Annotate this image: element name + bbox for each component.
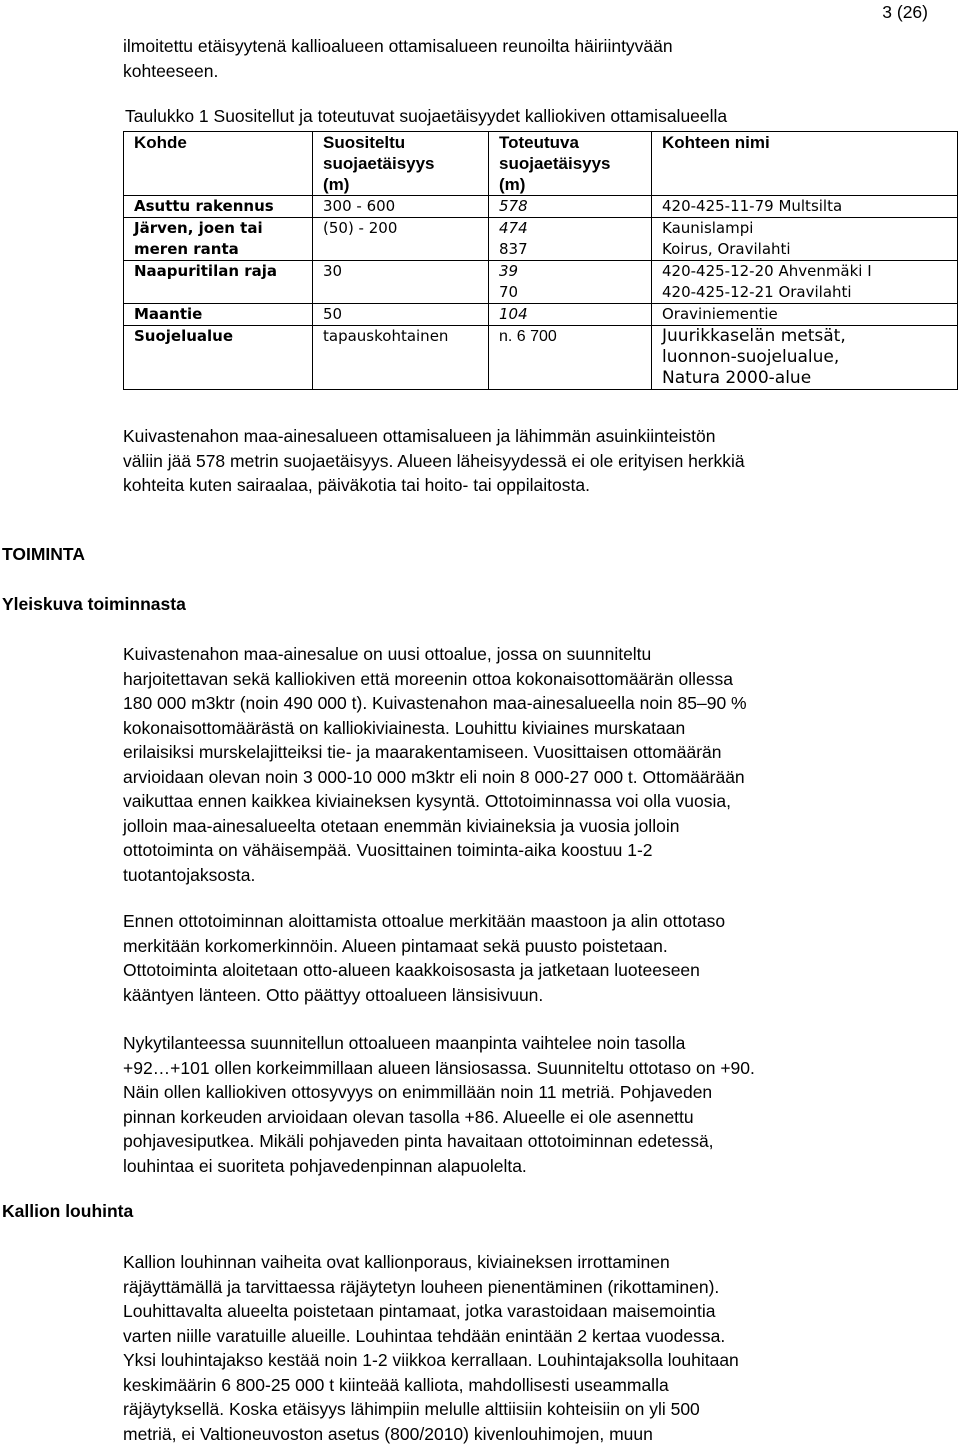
cell-suositeltu: 50 [313,304,489,326]
table-header-row [124,132,958,196]
text-line: Ennen ottotoiminnan aloittamista ottoalue merkitään maastoon ja alin ottotaso [123,909,923,934]
text-line: Ottotoiminta aloitetaan otto-alueen kaakkoisosasta ja jatketaan luoteeseen [123,958,923,983]
header-toteutuva: Toteutuva suojaetäisyys (m) [489,132,652,196]
cell-kohde: Järven, joen tai meren ranta [124,218,313,261]
cell-kohde: Maantie [124,304,313,326]
cell-suositeltu: 30 [313,261,489,304]
section-title: TOIMINTA [2,544,85,565]
text-line: 180 000 m3ktr (noin 490 000 t). Kuivastenahon maa-ainesalueella noin 85–90 % [123,691,923,716]
text-line: kohteeseen. [123,59,923,84]
header-kohde: Kohde [124,132,313,196]
text-line: +92…+101 ollen korkeimmillaan alueen länsiosassa. Suunniteltu ottotaso on +90. [123,1056,923,1081]
cell-toteutuva: 578 [489,196,652,218]
intro-paragraph [123,34,923,83]
table-row [124,326,958,390]
cell-suositeltu: tapauskohtainen [313,326,489,390]
overview-paragraph-2 [123,909,923,1007]
text-line: varten niille varatuille alueille. Louhintaa tehdään enintään 2 kertaa vuodessa. [123,1324,923,1349]
text-line: vaikuttaa ennen kaikkea kiviaineksen kysyntä. Ottotoiminnassa voi olla vuosia, [123,789,923,814]
header-kohteen-nimi: Kohteen nimi [652,132,958,196]
text-line: kohteita kuten sairaalaa, päiväkotia tai hoito- tai oppilaitosta. [123,473,923,498]
after-table-paragraph [123,424,923,498]
page-number: 3 (26) [882,2,928,23]
text-line: tuotantojaksosta. [123,863,923,888]
cell-toteutuva: 39 70 [489,261,652,304]
cell-suositeltu: 300 - 600 [313,196,489,218]
text-line: arvioidaan olevan noin 3 000-10 000 m3ktr eli noin 8 000-27 000 t. Ottomäärään [123,765,923,790]
cell-toteutuva: n. 6 700 [489,326,652,390]
text-line: jolloin maa-ainesalueelta otetaan enemmän kiviaineksia ja vuosia jolloin [123,814,923,839]
cell-nimi: 420-425-12-20 Ahvenmäki I 420-425-12-21 Oravilahti [652,261,958,304]
text-line: harjoitettavan sekä kalliokiven että moreenin ottoa kokonaisottomäärän ollessa [123,667,923,692]
text-line: Louhittavalta alueelta poistetaan pintamaat, jotka varastoidaan maisemointia [123,1299,923,1324]
cell-nimi: Juurikkaselän metsät, luonnon-suojelualue, Natura 2000-alue [652,326,958,390]
text-line: Kallion louhinnan vaiheita ovat kallionporaus, kiviaineksen irrottaminen [123,1250,923,1275]
text-line: keskimäärin 6 800-25 000 t kiinteää kalliota, mahdollisesti useammalla [123,1373,923,1398]
text-line: väliin jää 578 metrin suojaetäisyys. Alueen läheisyydessä ei ole erityisen herkkiä [123,449,923,474]
text-line: kokonaisottomäärästä on kalliokiviainesta. Louhittu kiviaines murskataan [123,716,923,741]
text-line: Kuivastenahon maa-ainesalueen ottamisalueen ja lähimmän asuinkiinteistön [123,424,923,449]
table-row [124,261,958,304]
subsection-title: Yleiskuva toiminnasta [2,594,186,615]
text-line: räjäyttämällä ja tarvittaessa räjäytetyn louheen pienentäminen (rikottaminen). [123,1275,923,1300]
text-line: Näin ollen kalliokiven ottosyvyys on enimmillään noin 11 metriä. Pohjaveden [123,1080,923,1105]
overview-paragraph-1 [123,642,923,887]
text-line: pohjavesiputkea. Mikäli pohjaveden pinta havaitaan ottotoiminnan edetessä, [123,1129,923,1154]
text-line: räjäytyksellä. Koska etäisyys lähimpiin melulle alttiisiin kohteisiin on yli 500 [123,1397,923,1422]
text-line: metriä, ei Valtioneuvoston asetus (800/2010) kivenlouhimojen, muun [123,1422,923,1446]
table-row [124,218,958,261]
cell-nimi: 420-425-11-79 Multsilta [652,196,958,218]
cell-toteutuva: 474 837 [489,218,652,261]
table-caption: Taulukko 1 Suositellut ja toteutuvat suojaetäisyydet kalliokiven ottamisalueella [125,106,727,127]
text-line: Kuivastenahon maa-ainesalue on uusi ottoalue, jossa on suunniteltu [123,642,923,667]
distance-table [123,131,958,390]
cell-toteutuva: 104 [489,304,652,326]
text-line: Yksi louhintajakso kestää noin 1-2 viikkoa kerrallaan. Louhintajaksolla louhitaan [123,1348,923,1373]
table-row [124,304,958,326]
cell-kohde: Suojelualue [124,326,313,390]
text-line: pinnan korkeuden arvioidaan olevan tasolla +86. Alueelle ei ole asennettu [123,1105,923,1130]
text-line: erilaisiksi murskelajitteiksi tie- ja maarakentamiseen. Vuosittaisen ottomäärän [123,740,923,765]
text-line: louhintaa ei suoriteta pohjavedenpinnan alapuolelta. [123,1154,923,1179]
overview-paragraph-3 [123,1031,923,1178]
cell-kohde: Asuttu rakennus [124,196,313,218]
cell-nimi: Oraviniementie [652,304,958,326]
table-row [124,196,958,218]
cell-suositeltu: (50) - 200 [313,218,489,261]
cell-nimi: Kaunislampi Koirus, Oravilahti [652,218,958,261]
side-heading: Kallion louhinta [2,1201,133,1222]
louhinta-paragraph [123,1250,923,1446]
cell-kohde: Naapuritilan raja [124,261,313,304]
text-line: Nykytilanteessa suunnitellun ottoalueen maanpinta vaihtelee noin tasolla [123,1031,923,1056]
text-line: merkitään korkomerkinnöin. Alueen pintamaat sekä puusto poistetaan. [123,934,923,959]
header-suositeltu: Suositeltu suojaetäisyys (m) [313,132,489,196]
text-line: kääntyen länteen. Otto päättyy ottoalueen länsisivuun. [123,983,923,1008]
text-line: ottotoiminta on vähäisempää. Vuosittainen toiminta-aika koostuu 1-2 [123,838,923,863]
text-line: ilmoitettu etäisyytenä kallioalueen ottamisalueen reunoilta häiriintyvään [123,34,923,59]
